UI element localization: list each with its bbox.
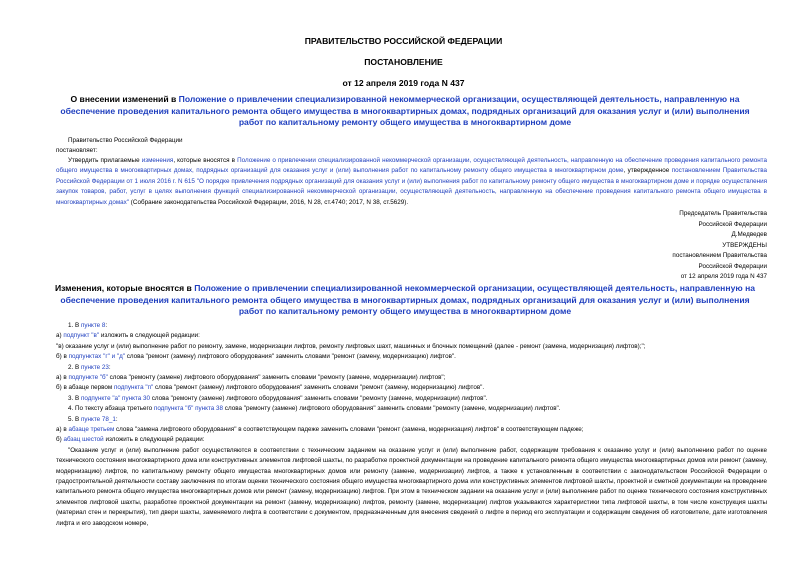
item-5b: б) абзац шестой изложить в следующей редакции:	[56, 436, 205, 444]
item-2: 2. В пункте 23:	[68, 363, 111, 371]
item-1a-text: "в) оказание услуг и (или) выполнение работ по ремонту, замене, модернизации лифтов, ремонту лифтовых шахт, машинных и блочных помещений (далее - ремонт (замена, модернизация) лифтов);";	[56, 342, 646, 350]
item-5: 5. В пункте 78_1:	[68, 415, 118, 423]
link-point-38[interactable]: подпункта "б" пункта 38	[153, 405, 224, 413]
item-1b: б) в подпунктах "г" и "д" слова "ремонт (замену) лифтового оборудования" заменить словами "ремонт (замену, модернизацию) лифтов".	[56, 353, 456, 361]
approval-line-4: от 12 апреля 2019 года N 437	[680, 273, 767, 280]
signature-line-3: Д.Медведев	[731, 231, 767, 238]
link-subpoint-b[interactable]: подпункте "б"	[68, 374, 108, 381]
signature-line-1: Председатель Правительства	[679, 210, 767, 217]
item-1: 1. В пункте 8:	[68, 322, 108, 329]
changes-title-prefix: Изменения, которые вносятся в	[54, 283, 195, 293]
link-subpoints-g-d[interactable]: подпунктах "г" и "д"	[68, 353, 126, 361]
item-2b: б) в абзаце первом подпункта "п" слова "ремонт (замену) лифтового оборудования" заменить словами "ремонт (замену, модернизацию) лифтов".	[56, 384, 485, 392]
link-regulation[interactable]: Положение о привлечении специализированной некоммерческой организации, осуществляющей деятельность, направленную на обеспечение проведения капитального ремонта общего имущества в многоквартирных домах, подрядных организаций для оказания услуг и (или) выполнения работ по капитальному ремонту общего имущества в многоквартирном доме	[56, 157, 767, 175]
title-link-line-1[interactable]: Положение о привлечении специализированной некоммерческой организации, осуществляющей деятельность, направленную на	[178, 94, 740, 104]
document-kind: ПОСТАНОВЛЕНИЕ	[364, 57, 443, 67]
link-decree-615[interactable]: постановлением Правительства Российской Федерации от 1 июля 2016 г. N 615 "О порядке привлечения подрядных организаций для оказания услуг и (или) выполнения работ по капитальному ремонту общего имущества в многоквартирном доме и порядке осуществления закупок товаров, работ, услуг в целях выполнения функций специализированной некоммерческой организации, осуществляющей деятельность, направленную на обеспечение проведения капитального ремонта общего имущества в многоквартирных домах"	[56, 167, 767, 206]
item-5a: а) в абзаце третьем слова "замена лифтового оборудования" в соответствующем падеже заменить словами "ремонт (замена, модернизация) лифтов" в соответствующем падеже;	[56, 426, 584, 433]
title-link-line-2[interactable]: обеспечение проведения капитального ремонта общего имущества в многоквартирных домах, подрядных организаций для оказания услуг и (или) выполнения	[60, 105, 750, 116]
link-changes[interactable]: изменения	[141, 157, 174, 164]
item-4: 4. По тексту абзаца третьего подпункта "б" пункта 38 слова "ремонту (замене) лифтового оборудования" заменить словами "ремонту (замене, модернизации) лифтов".	[68, 405, 561, 413]
approval-line-1: УТВЕРЖДЕНЫ	[722, 241, 767, 249]
link-point-30[interactable]: подпункте "а" пункта 30	[80, 394, 150, 402]
preamble-line-1: Правительство Российской Федерации	[68, 137, 183, 144]
amendment-text: "Оказание услуг и (или) выполнение работ осуществляются в соответствии с техническим заданием на оказание услуг и (или) выполнение работ, содержащим требования к оказанию услуг и (или) выполнению работ по оценке технического состояния многоквартирного дома или конструктивных элементов лифтовой шахты, по разработке проектной документации на проведение капитального ремонта общего имущества многоквартирных домов или ремонт (замену, модернизацию) лифтов, по капитальному ремонту общего имущества многоквартирных домов или ремонту (замене, модернизации) лифтов, а также к установленным в соответствии с законодательством Российской Федерации о градостроительной деятельности составу заключения по итогам оценки технического состояния общего имущества многоквартирного дома или конструктивных элементов лифтовой шахты, проектной и сметной документации на проведение капитального ремонта общего имущества многоквартирных домов или ремонт (замену, модернизацию) лифтов. При этом в техническом задании на оказание услуг и (или) выполнение работ по оценке технического состояния конструктивных элементов лифтовой шахты, разработке проектной документации на ремонт (замену, модернизацию) лифтов, ремонту (замене, модернизации) лифтов указываются характеристики типа лифтовой шахты, в том числе конструкция шахты (материал стен и перекрытия), тип двери шахты, заменяемого лифта в соответствии с документом, предназначенным для внесения сведений о лифте в период его эксплуатации и содержащим сведения об изготовителе, дате изготовления лифта и его заводском номере,	[56, 446, 767, 527]
item-3: 3. В подпункте "а" пункта 30 слова "ремонту (замене) лифтового оборудования" заменить словами "ремонту (замене, модернизации) лифтов".	[68, 394, 488, 402]
link-point-8[interactable]: пункте 8	[80, 322, 106, 329]
preamble-body: Утвердить прилагаемые изменения, которые вносятся в Положение о привлечении специализированной некоммерческой организации, осуществляющей деятельность, направленную на обеспечение проведения капитального ремонта общего имущества в многоквартирных домах, подрядных организаций для оказания услуг и (или) выполнения работ по капитальному ремонту общего имущества в многоквартирном доме, утвержденное постановлением Правительства Российской Федерации от 1 июля 2016 г. N 615 "О порядке привлечения подрядных организаций для оказания услуг и (или) выполнения работ по капитальному ремонту общего имущества в многоквартирном доме и порядке осуществления закупок товаров, работ, услуг в целях выполнения функций специализированной некоммерческой организации, осуществляющей деятельность, направленную на обеспечение проведения капитального ремонта общего имущества в многоквартирных домах" (Собрание законодательства Российской Федерации, 2016, N 28, ст.4740; 2017, N 38, ст.5629).	[56, 157, 767, 206]
approval-line-3: Российской Федерации	[698, 262, 767, 270]
link-paragraph-6[interactable]: абзац шестой	[63, 436, 104, 444]
government-heading: ПРАВИТЕЛЬСТВО РОССИЙСКОЙ ФЕДЕРАЦИИ	[304, 36, 503, 46]
link-subpoint-v[interactable]: подпункт "в"	[63, 332, 100, 340]
changes-title-link-line-1[interactable]: Положение о привлечении специализированной некоммерческой организации, осуществляющей деятельность, направленную на	[194, 283, 756, 293]
document-title	[30, 94, 780, 129]
title-link-line-3[interactable]: работ по капитальному ремонту общего имущества в многоквартирном доме	[238, 117, 572, 127]
approval-line-2: постановлением Правительства	[672, 252, 767, 259]
changes-title-link-line-2[interactable]: обеспечение проведения капитального ремонта общего имущества в многоквартирных домах, подрядных организаций для оказания услуг и (или) выполнения	[60, 294, 750, 305]
link-paragraph-3[interactable]: абзаце третьем	[68, 426, 115, 433]
signature-line-2: Российской Федерации	[698, 220, 767, 228]
link-subpoint-p[interactable]: подпункта "п"	[113, 384, 154, 392]
link-point-78-1[interactable]: пункте 78_1	[80, 415, 116, 423]
changes-title	[30, 283, 780, 318]
title-prefix: О внесении изменений в	[70, 94, 179, 104]
link-point-23[interactable]: пункте 23	[80, 363, 109, 371]
item-1a: а) подпункт "в" изложить в следующей редакции:	[56, 332, 200, 340]
changes-title-link-line-3[interactable]: работ по капитальному ремонту общего имущества в многоквартирном доме	[238, 306, 572, 316]
item-2a: а) в подпункте "б" слова "ремонту (замене) лифтового оборудования" заменить словами "ремонту (замене, модернизации) лифтов";	[56, 374, 446, 381]
document-date: от 12 апреля 2019 года N 437	[342, 78, 465, 88]
preamble-line-2: постановляет:	[56, 147, 98, 154]
